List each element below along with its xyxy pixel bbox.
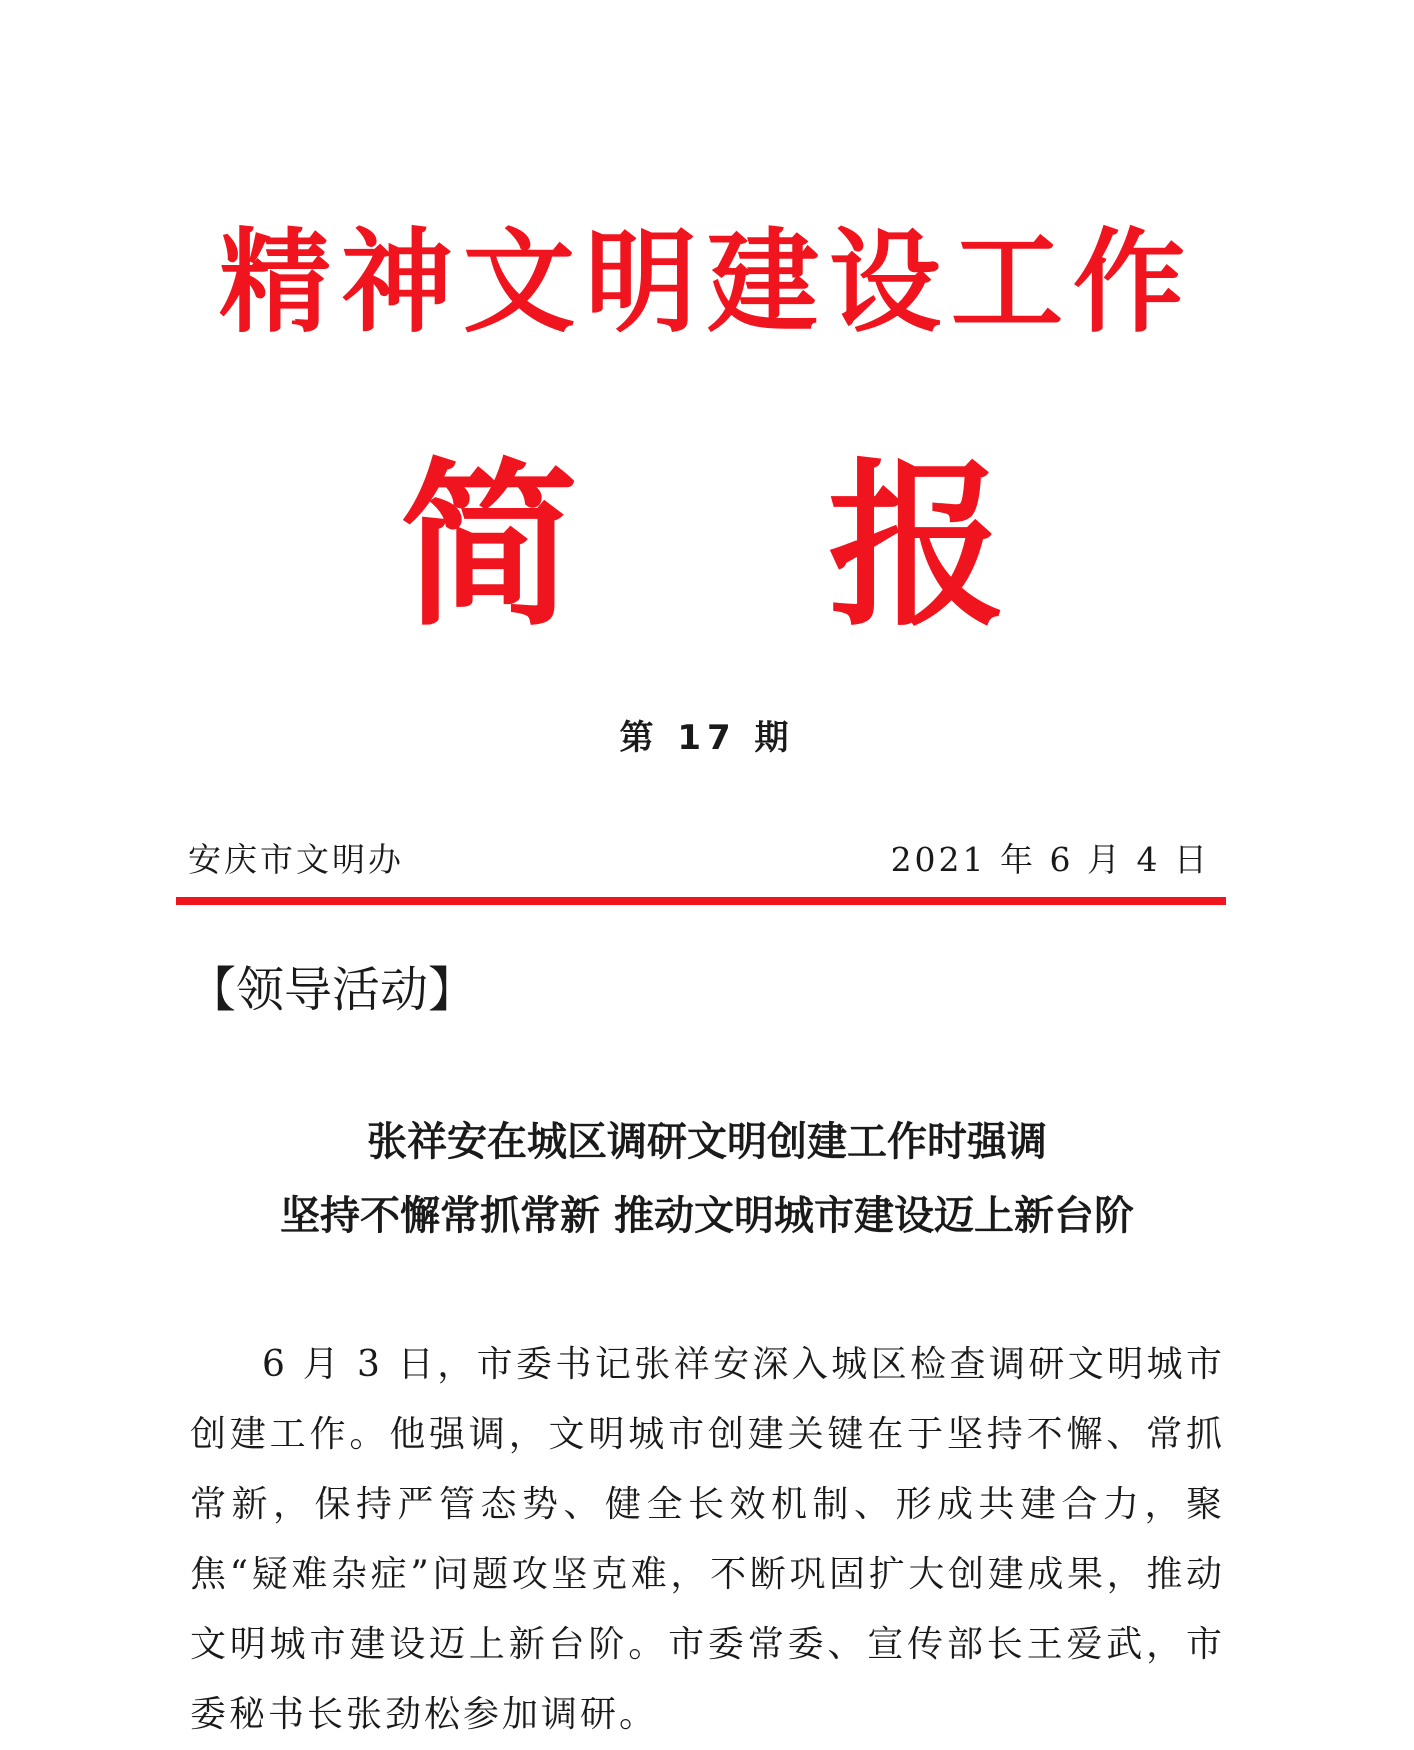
masthead-subtitle — [0, 441, 1414, 650]
masthead-subtitle-char-1: 简 — [400, 441, 578, 650]
article-headline-line-2: 坚持不懈常抓常新 推动文明城市建设迈上新台阶 — [280, 1192, 1134, 1239]
red-divider — [176, 897, 1226, 905]
section-label: 【领导活动】 — [188, 962, 477, 1018]
issuer-name: 安庆市文明办 — [188, 840, 404, 879]
article-body: 6 月 3 日，市委书记张祥安深入城区检查调研文明城市创建工作。他强调，文明城市创建关键在于坚持不懈、常抓常新，保持严管态势、健全长效机制、形成共建合力，聚焦“疑难杂症”问题攻坚克难，不断巩固扩大创建成果，推动文明城市建设迈上新台阶。市委常委、宣传部长王爱武，市委秘书长张劲松参加调研。 — [190, 1344, 1225, 1735]
issue-number: 第 17 期 — [619, 718, 795, 758]
issue-date: 2021 年 6 月 4 日 — [890, 840, 1210, 879]
article-headline-line-1: 张祥安在城区调研文明创建工作时强调 — [367, 1118, 1047, 1165]
masthead-title: 精神文明建设工作 — [219, 217, 1195, 348]
masthead-subtitle-char-2: 报 — [828, 441, 1006, 650]
